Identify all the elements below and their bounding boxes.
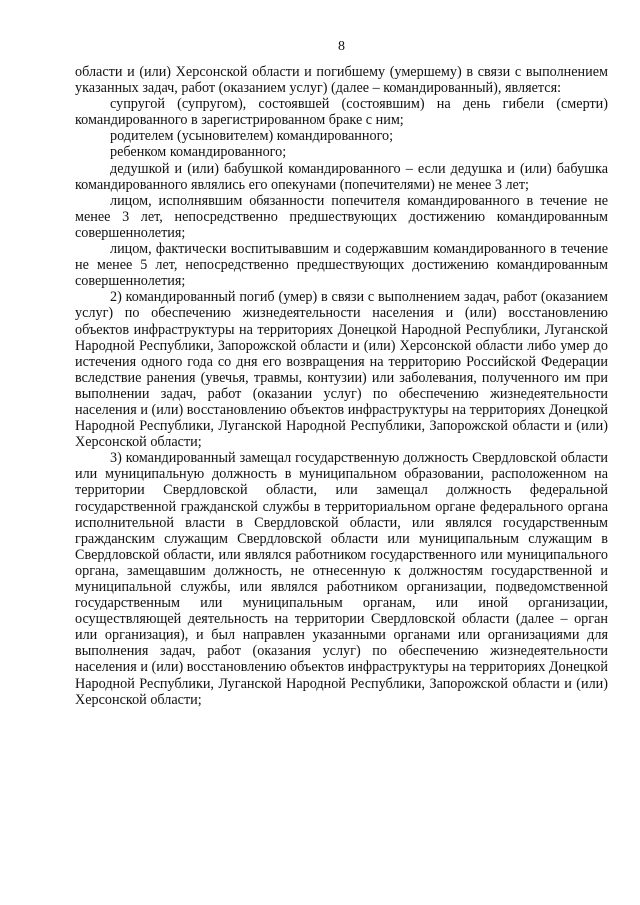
paragraph-parent: родителем (усыновителем) командированного; (110, 128, 394, 145)
paragraph-grandparents: дедушкой и (или) бабушкой командированного – если дедушка и (или) бабушка командированного являлись его опекунами (попечителями) не менее 3 лет; (75, 160, 608, 193)
paragraph-continuation: области и (или) Херсонской области и погибшему (умершему) в связи с выполнением указанных задач, работ (оказанием услуг) (далее – командированный), является: (75, 64, 608, 97)
paragraph-caregiver: лицом, фактически воспитывавшим и содержавшим командированного в течение не менее 5 лет, непосредственно предшествующих достижению командированным совершеннолетия; (75, 241, 608, 290)
paragraph-child: ребенком командированного; (110, 144, 287, 161)
paragraph-item-3: 3) командированный замещал государственную должность Свердловской области или муниципальную должность в муниципальном образовании, расположенном на территории Свердловской области, или замещал должность федеральной государственной гражданской службы в территориальном органе федерального органа исполнительной власти в Свердловской области, или являлся государственным гражданским служащим Свердловской области или муниципальным служащим в Свердловской области, или являлся работником государственного или муниципального органа, замещавшим должность, не отнесенную к должностям государственной и муниципальной службы, или являлся работником организации, подведомственной государственным или муниципальным органам, или иной организации, осуществляющей деятельность на территории Свердловской области (далее – орган или организация), и был направлен указанными органами или организациями для выполнения задач, работ (оказания услуг) по обеспечению жизнедеятельности населения и (или) восстановлению объектов инфраструктуры на территориях Донецкой Народной Республики, Луганской Народной Республики, Запорожской области и (или) Херсонской области; (75, 450, 608, 708)
paragraph-item-2: 2) командированный погиб (умер) в связи с выполнением задач, работ (оказанием услуг) по обеспечению жизнедеятельности населения и (или) восстановлению объектов инфраструктуры на территориях Донецкой Народной Республики, Луганской Народной Республики, Запорожской области и (или) Херсонской области либо умер до истечения одного года со дня его возвращения на территорию Российской Федерации вследствие ранения (увечья, травмы, контузии) или заболевания, полученного им при выполнении задач, работ (оказании услуг) по обеспечению жизнедеятельности населения и (или) восстановлению объектов инфраструктуры на территориях Донецкой Народной Республики, Луганской Народной Республики, Запорожской области и (или) Херсонской области; (75, 289, 608, 451)
paragraph-guardian: лицом, исполнявшим обязанности попечителя командированного в течение не менее 3 лет, непосредственно предшествующих достижению командированным совершеннолетия; (75, 192, 608, 241)
page-number: 8 (338, 39, 345, 54)
paragraph-spouse: супругой (супругом), состоявшей (состоявшим) на день гибели (смерти) командированного в зарегистрированном браке с ним; (75, 96, 608, 129)
